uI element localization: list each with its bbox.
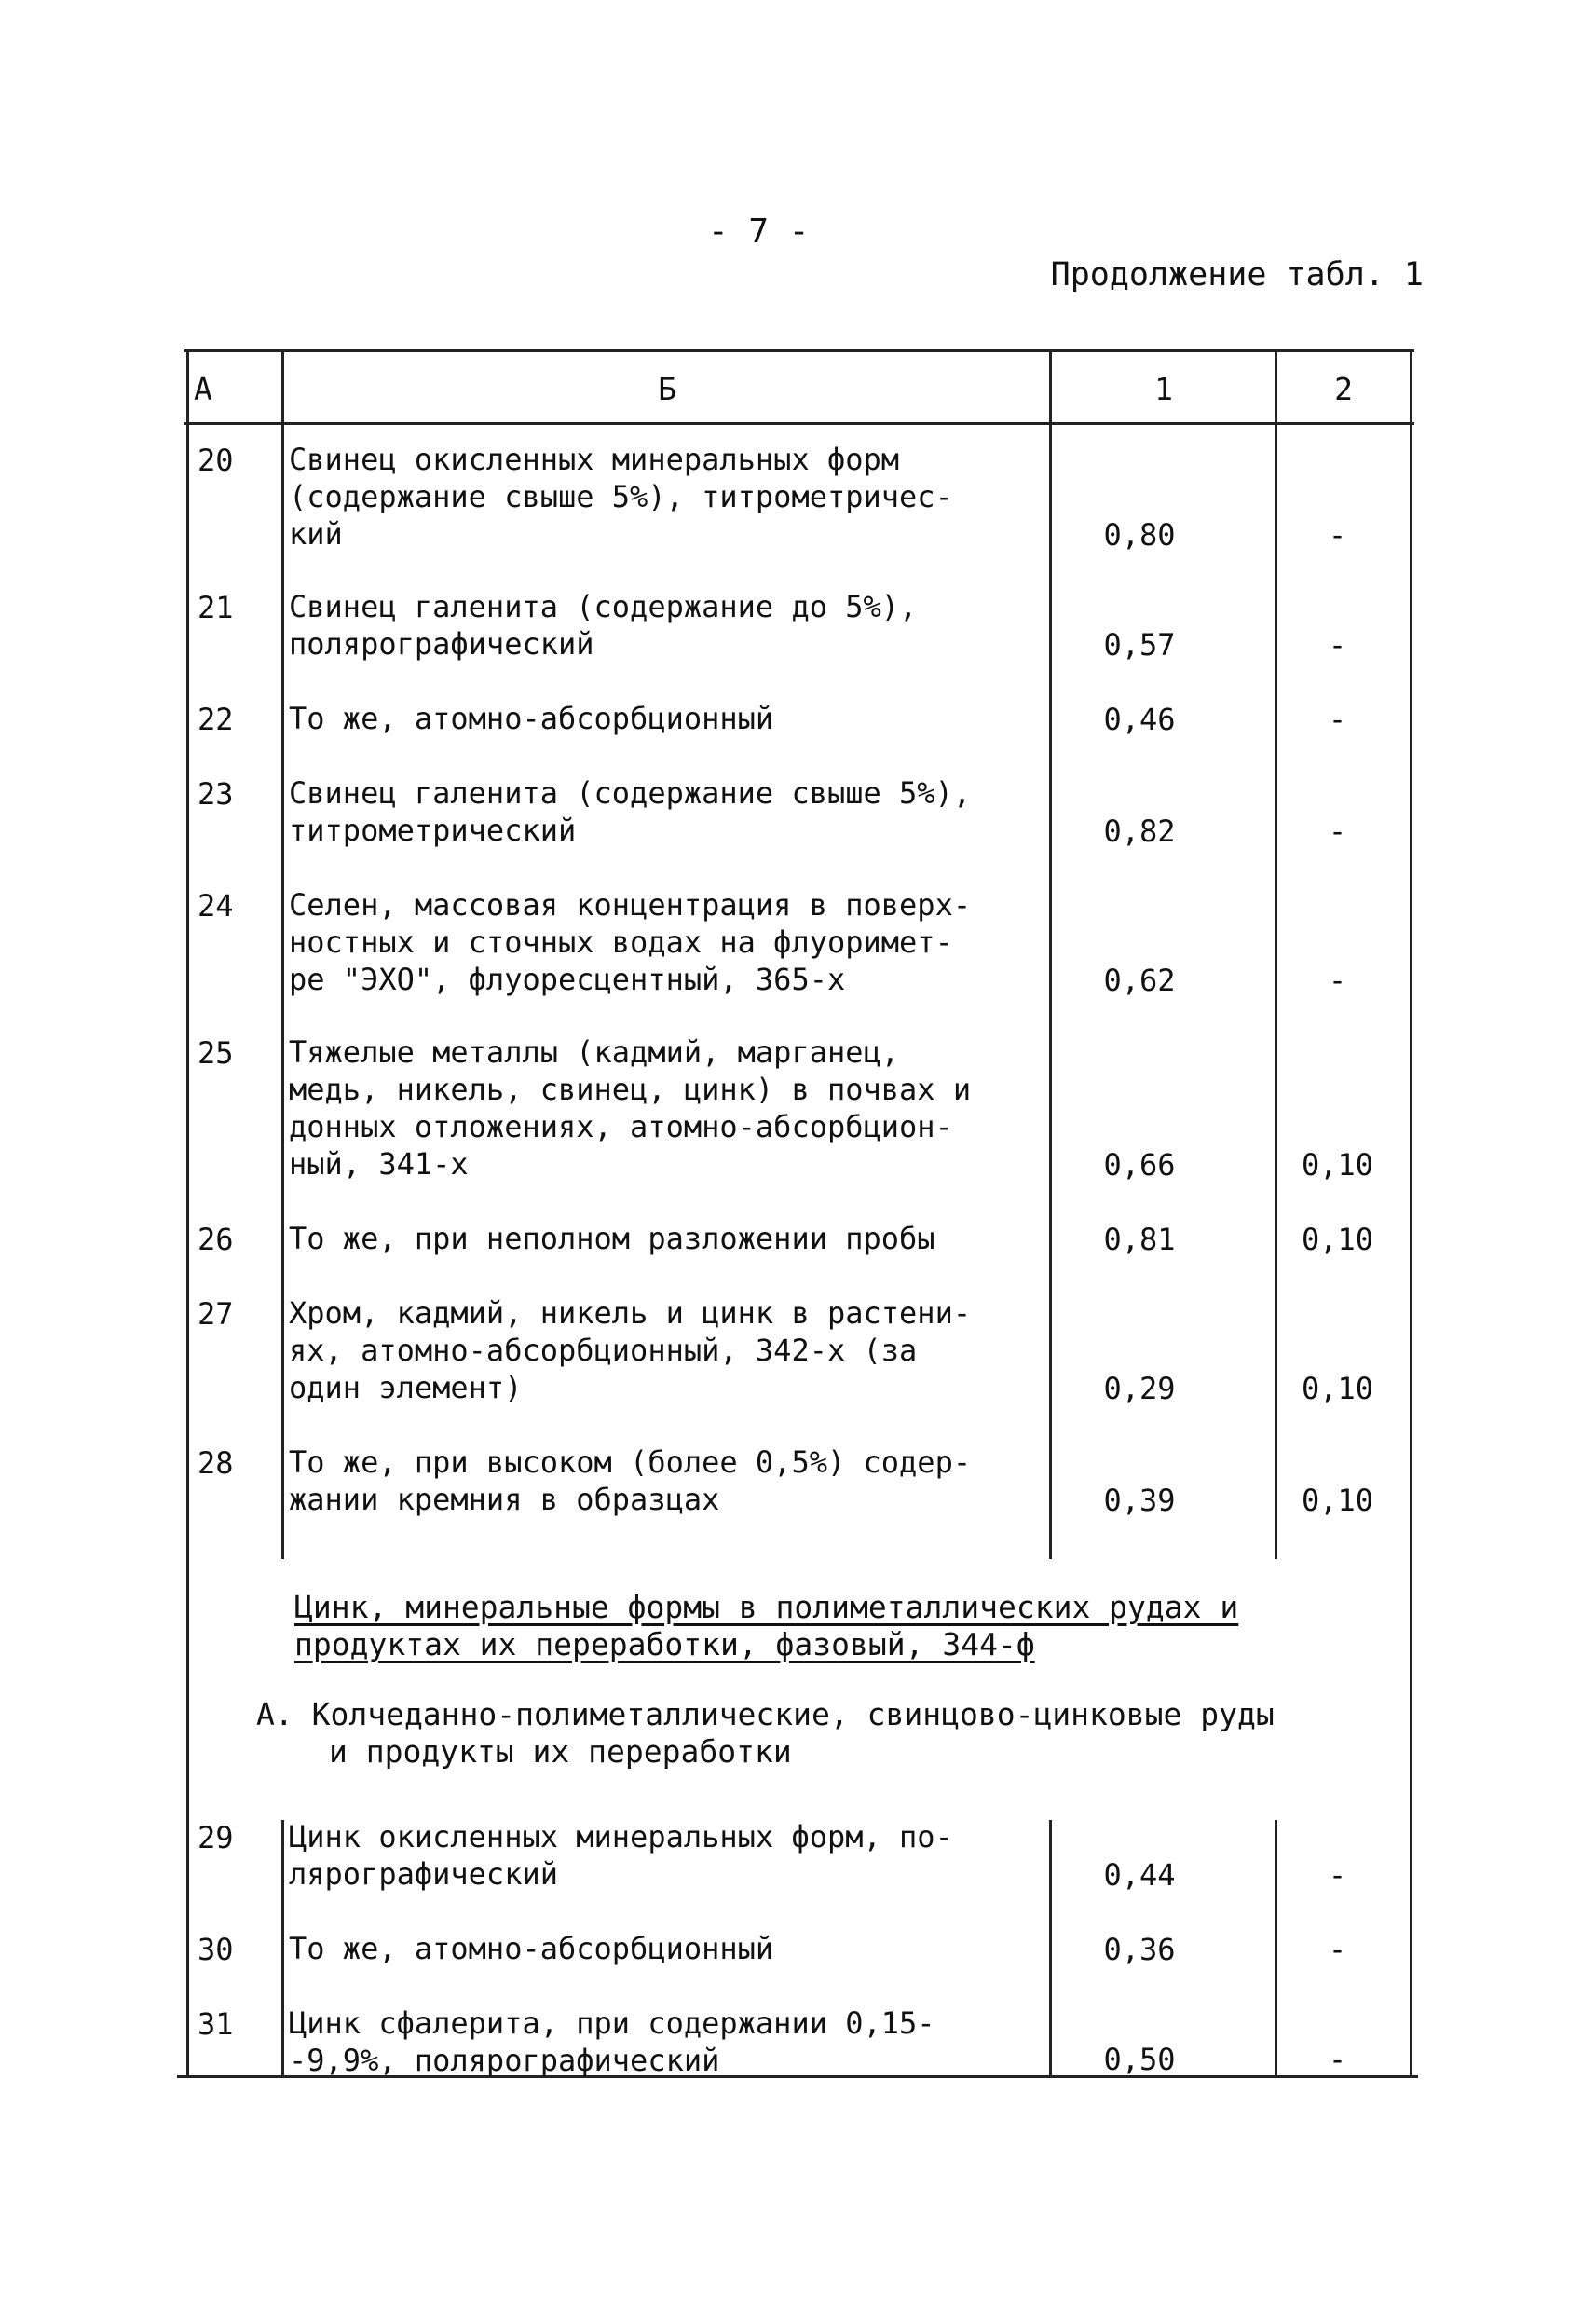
row-value-col2: - [1328, 963, 1347, 998]
row-number: 23 [198, 776, 234, 812]
subsection-line-1: А. Колчеданно-полиметаллические, свинцово-цинковые руды [256, 1696, 1275, 1732]
row-value-col2: - [1328, 1932, 1347, 1967]
header-col-a: А [194, 371, 212, 407]
row-number: 31 [198, 2006, 234, 2042]
row-number: 25 [198, 1035, 234, 1071]
row-value-col2: - [1328, 2042, 1347, 2077]
row-value-col1: 0,66 [1103, 1147, 1176, 1183]
subsection-line-2: и продукты их переработки [329, 1733, 792, 1770]
row-number: 28 [198, 1445, 234, 1481]
rates-table [184, 349, 1414, 2080]
row-number: 27 [198, 1296, 234, 1332]
page-number: - 7 - [708, 212, 810, 251]
row-value-col2: - [1328, 702, 1347, 737]
section-title: Цинк, минеральные формы в полиметаллических рудах и продуктах их переработки, фазовый, 344-ф [294, 1589, 1239, 1662]
row-description: Хром, кадмий, никель и цинк в растени- ях, атомно-абсорбционный, 342-х (за один элемент) [289, 1295, 972, 1405]
row-number: 29 [198, 1820, 234, 1855]
header-col-b: Б [658, 371, 676, 407]
row-value-col2: - [1328, 1857, 1347, 1893]
row-value-col1: 0,81 [1103, 1222, 1176, 1257]
row-number: 26 [198, 1222, 234, 1257]
row-description: Тяжелые металлы (кадмий, марганец, медь, никель, свинец, цинк) в почвах и донных отложениях, атомно-абсорбцион- ный, 341-х [289, 1034, 972, 1182]
row-description: То же, атомно-абсорбционный [289, 1931, 774, 1966]
row-value-col1: 0,82 [1103, 814, 1176, 849]
right-border [1410, 349, 1412, 2078]
row-description: То же, атомно-абсорбционный [289, 701, 774, 736]
row-value-col2: - [1328, 814, 1347, 849]
row-value-col1: 0,80 [1103, 517, 1176, 553]
row-number: 22 [198, 702, 234, 737]
row-value-col2: 0,10 [1301, 1222, 1374, 1257]
row-value-col2: - [1328, 517, 1347, 553]
row-number: 20 [198, 443, 234, 478]
row-value-col2: 0,10 [1301, 1371, 1374, 1406]
row-description: То же, при неполном разложении пробы [289, 1221, 935, 1256]
row-value-col1: 0,44 [1103, 1857, 1176, 1893]
row-value-col1: 0,50 [1103, 2042, 1176, 2077]
row-value-col2: 0,10 [1301, 1483, 1374, 1518]
row-description: Свинец галенита (содержание свыше 5%), титрометрический [289, 775, 972, 848]
row-value-col1: 0,57 [1103, 627, 1176, 663]
row-description: Селен, массовая концентрация в поверх- ностных и сточных водах на флуоримет- ре "ЭХО", флуоресцентный, 365-х [289, 887, 972, 997]
row-number: 24 [198, 888, 234, 923]
row-value-col2: 0,10 [1301, 1147, 1374, 1183]
row-description: Свинец окисленных минеральных форм (содержание свыше 5%), титрометричес- кий [289, 442, 953, 552]
row-number: 21 [198, 590, 234, 625]
header-bottom-rule [184, 422, 1414, 425]
row-value-col1: 0,29 [1103, 1371, 1176, 1406]
table-continuation-label: Продолжение табл. 1 [1050, 256, 1424, 294]
divider-a-b [281, 349, 284, 1559]
row-number: 30 [198, 1932, 234, 1967]
row-description: То же, при высоком (более 0,5%) содер- жании кремния в образцах [289, 1444, 972, 1517]
row-value-col1: 0,36 [1103, 1932, 1176, 1967]
row-value-col1: 0,62 [1103, 963, 1176, 998]
row-value-col1: 0,46 [1103, 702, 1176, 737]
row-value-col1: 0,39 [1103, 1483, 1176, 1518]
row-description: Цинк окисленных минеральных форм, по- лярографический [289, 1819, 953, 1892]
table-top-rule [184, 349, 1414, 352]
header-col-1: 1 [1154, 371, 1173, 407]
row-value-col2: - [1328, 627, 1347, 663]
left-border [186, 349, 189, 2078]
divider-a-b-lower [281, 1820, 284, 2078]
row-description: Цинк сфалерита, при содержании 0,15- -9,9%, полярографический [289, 2005, 935, 2078]
header-col-2: 2 [1334, 371, 1353, 407]
row-description: Свинец галенита (содержание до 5%), полярографический [289, 589, 918, 662]
subsection-heading [256, 1696, 1337, 1771]
